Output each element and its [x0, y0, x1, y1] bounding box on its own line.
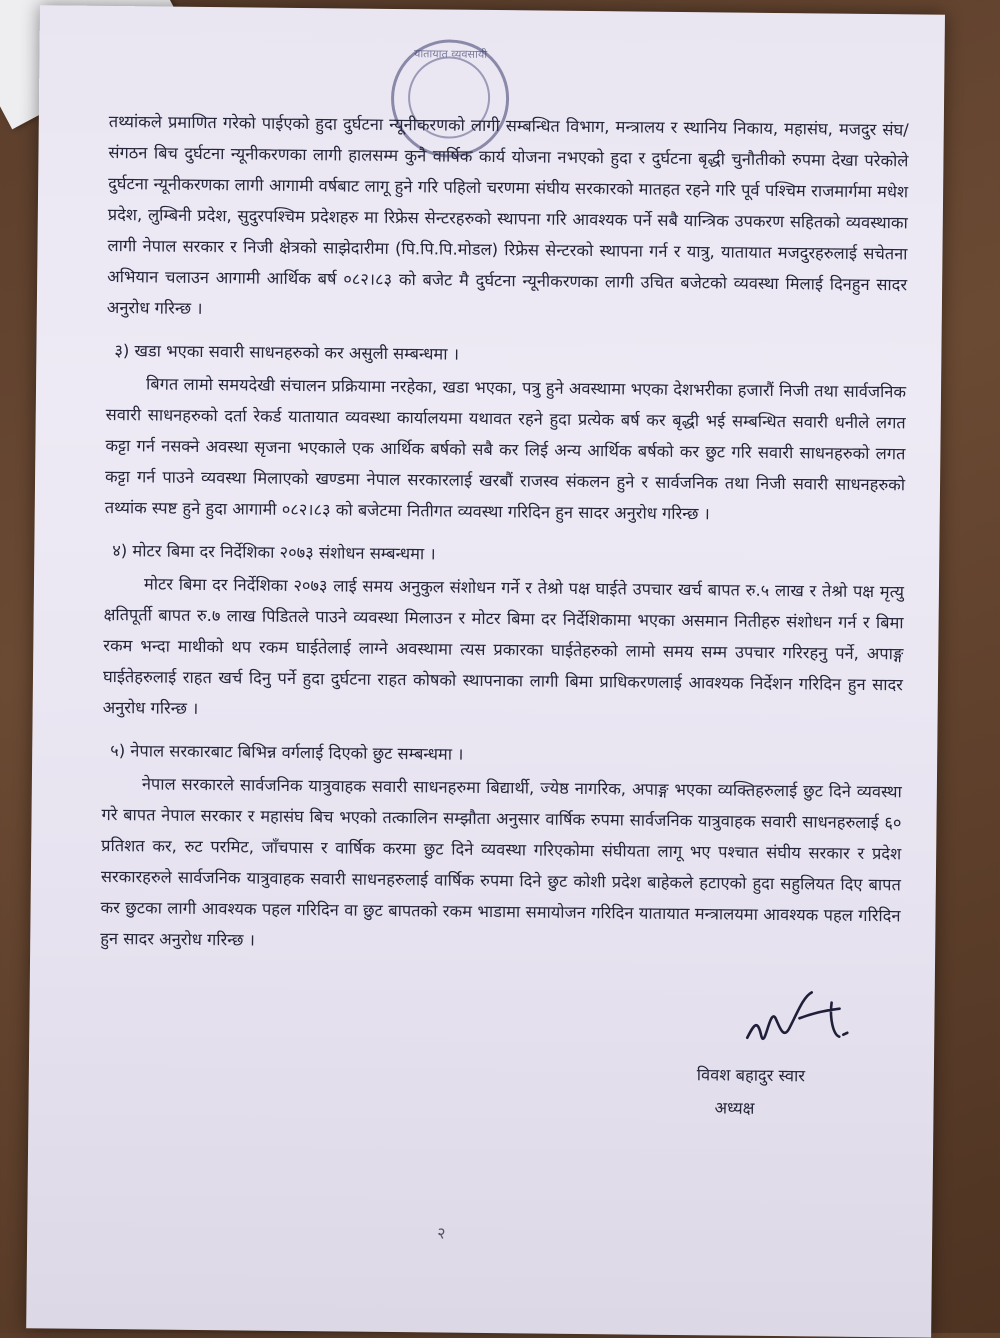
- section-5-body: नेपाल सरकारले सार्वजनिक यात्रुवाहक सवारी साधनहरुमा बिद्यार्थी, ज्येष्ठ नागरिक, अपाङ्ग भएका व्यक्तिहरुलाई छुट दिने व्यवस्था गरे बापत नेपाल सरकार र महासंघ बिच भएको तत्कालिन सम्झौता अनुसार वार्षिक रुपमा सार्वजनिक यात्रुवाहक सवारी साधनहरुलाई ६० प्रतिशत कर, रुट परमिट, जाँचपास र वार्षिक करमा छुट दिने व्यवस्था गरिएकोमा संघीयता लागू भए पश्चात संघीय सरकार र प्रदेश सरकारहरुले सार्वजनिक यात्रुवाहक सवारी साधनहरुलाई वार्षिक रुपमा दिने छुट कोशी प्रदेश बाहेकले हटाएको हुदा सहुलियत दिए बापत कर छुटका लागी आवश्यक पहल गरिदिन वा छुट बापतको रकम भाडामा समायोजन गरिदिन यातायात मन्त्रालयमा आवश्यक पहल गरिदिन हुन सादर अनुरोध गरिन्छ ।: [100, 774, 902, 950]
- handwritten-signature: [739, 988, 860, 1059]
- letter-body: [100, 106, 909, 962]
- section-4-body: मोटर बिमा दर निर्देशिका २०७३ लाई समय अनुकुल संशोधन गर्ने र तेश्रो पक्ष घाईते उपचार खर्च बापत रु.५ लाख र तेश्रो पक्ष मृत्यु क्षतिपूर्ती बापत रु.७ लाख पिडितले पाउने व्यवस्था मिलाउन र मोटर बिमा दर निर्देशिकामा भएका असमान नितीहरु संशोधन गर्न र बिमा रकम भन्दा माथीको थप रकम घाईतेलाई लाग्ने अवस्थामा त्यस प्रकारका घाईतेहरुको लामो समय सम्म उपचार गरिरहनु पर्ने, अपाङ्ग घाईतेहरुलाई राहत खर्च दिनु पर्ने हुदा दुर्घटना राहत कोषको स्थापनाका लागी बिमा प्राधिकरणलाई आवश्यक निर्देशन गरिदिन हुन सादर अनुरोध गरिन्छ ।: [102, 574, 905, 718]
- signer-name: विवश बहादुर स्वार: [696, 1065, 806, 1086]
- page-number: २: [437, 1223, 446, 1243]
- letter-sheet: [26, 5, 945, 1337]
- section-3-body: बिगत लामो समयदेखी संचालन प्रक्रियामा नरहेका, खडा भएका, पत्रु हुने अवस्थामा भएका देशभरीका हजारौं निजी तथा सार्वजनिक सवारी साधनहरुको दर्ता रेकर्ड यातायात व्यवस्था कार्यालयमा यथावत रहने हुदा प्रत्येक बर्ष कर बृद्धी भई सम्बन्धित सवारी धनीले लगत कट्टा गर्न नसक्ने अवस्था सृजना भएकाले एक आर्थिक बर्षको सबै कर लिई अन्य आर्थिक बर्षको कर छुट गरि सवारी साधनहरुको लगत कट्टा गर्न पाउने व्यवस्था मिलाएको खण्डमा नेपाल सरकारलाई खरबौं राजस्व संकलन हुने र सार्वजनिक तथा निजी सवारी साधनहरुको तथ्यांक स्पष्ट हुने हुदा आगामी ०८२।८३ को बजेटमा नितीगत व्यवस्था गरिदिन हुन सादर अनुरोध गरिन्छ ।: [104, 374, 907, 524]
- intro-paragraph: तथ्यांकले प्रमाणित गरेको पाईएको हुदा दुर्घटना न्यूनीकरणको लागी सम्बन्धित विभाग, मन्त्रालय र स्थानिय निकाय, महासंघ, मजदुर संघ/संगठन बिच दुर्घटना न्यूनीकरणका लागी हालसम्म कुनै वार्षिक कार्य योजना नभएको हुदा र दुर्घटना बृद्धी चुनौतीको रुपमा देखा परेकोले दुर्घटना न्यूनीकरणका लागी आगामी वर्षबाट लागू हुने गरि पहिलो चरणमा संघीय सरकारको मातहत रहने गरि पूर्व पश्चिम राजमार्गमा मधेश प्रदेश, लुम्बिनी प्रदेश, सुदुरपश्चिम प्रदेशहरु मा रिफ्रेस सेन्टरहरुको स्थापना गरि आवश्यक पर्ने सबै यान्त्रिक उपकरण सहितको व्यवस्थाका लागी नेपाल सरकार र निजी क्षेत्रको साझेदारीमा (पि.पि.पि.मोडल) रिफ्रेस सेन्टरको स्थापना गर्न र यात्रु, यातायात मजदुरहरुलाई सचेतना अभियान चलाउन आगामी आर्थिक बर्ष ०८२।८३ को बजेट मै दुर्घटना न्यूनीकरणका लागी उचित बजेटको व्यवस्था मिलाई दिनहुन सादर अनुरोध गरिन्छ ।: [106, 111, 909, 318]
- section-3-heading: ३) खडा भएका सवारी साधनहरुको कर असुली सम्बन्धमा ।: [114, 341, 460, 364]
- signer-title: अध्यक्ष: [714, 1098, 755, 1118]
- seal-text: यातायात व्यवसायी: [413, 47, 488, 61]
- section-4-heading: ४) मोटर बिमा दर निर्देशिका २०७३ संशोधन सम्बन्धमा ।: [112, 541, 436, 564]
- section-5-heading: ५) नेपाल सरकारबाट बिभिन्न वर्गलाई दिएको छुट सम्बन्धमा ।: [110, 741, 464, 764]
